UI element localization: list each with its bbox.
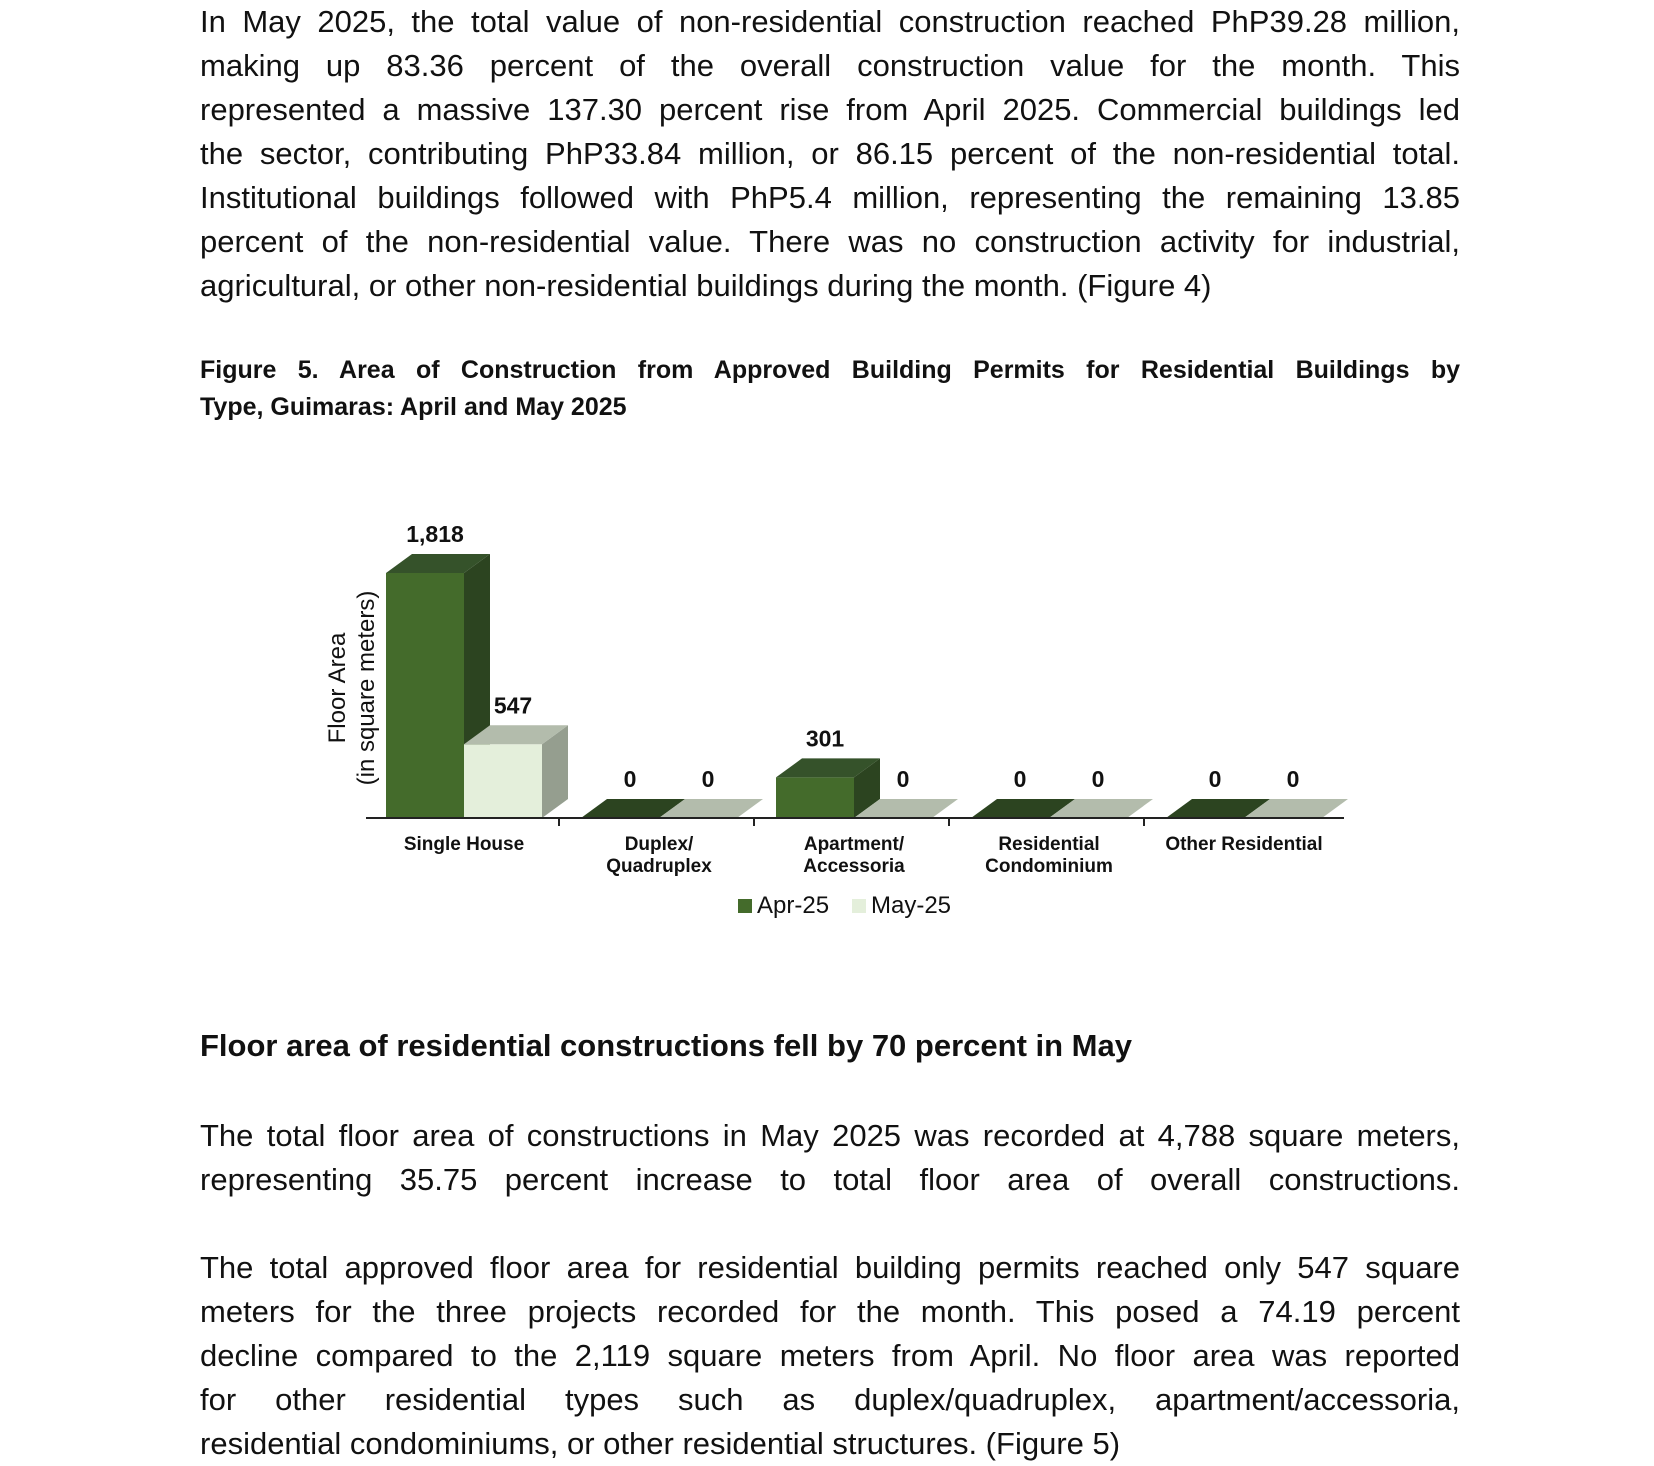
text-line: the sector, contributing PhP33.84 million, or 86.15 percent of the non-residential total. — [200, 136, 1460, 171]
data-label: 0 — [1091, 766, 1105, 792]
section-heading: Floor area of residential constructions fell by 70 percent in May — [200, 1028, 1132, 1063]
legend-label: Apr-25 — [757, 892, 830, 919]
data-label: 547 — [493, 692, 533, 719]
text-line: agricultural, or other non-residential buildings during the month. (Figure 4) — [200, 268, 1212, 303]
paragraph-total-floor-area — [200, 1114, 1460, 1202]
category-label: Duplex/ — [624, 834, 694, 855]
category-label: Condominium — [985, 856, 1113, 877]
x-axis-ticks — [559, 818, 1144, 826]
text-line: representing 35.75 percent increase to total floor area of overall constructions. — [200, 1162, 1460, 1197]
text-line: residential condominiums, or other residential structures. (Figure 5) — [200, 1426, 1121, 1461]
paragraph-residential-floor-area — [200, 1246, 1460, 1466]
data-label: 0 — [1013, 766, 1027, 792]
data-label: 301 — [805, 725, 845, 752]
bar — [386, 573, 464, 818]
text-line: In May 2025, the total value of non-residential construction reached PhP39.28 million, — [200, 4, 1460, 39]
category-label: Accessoria — [803, 856, 905, 877]
legend-swatch — [738, 899, 752, 913]
category-label: Apartment/ — [803, 834, 905, 855]
bar — [464, 744, 542, 818]
y-axis-label-line-2: (in square meters) — [353, 590, 380, 786]
category-label: Other Residential — [1165, 834, 1323, 855]
data-label: 0 — [896, 766, 910, 792]
legend-label: May-25 — [871, 892, 952, 919]
category-label: Quadruplex — [606, 856, 712, 877]
text-line: for other residential types such as duplex/quadruplex, apartment/accessoria, — [200, 1382, 1460, 1417]
y-axis-label-line-1: Floor Area — [324, 632, 351, 744]
data-label: 0 — [1208, 766, 1222, 792]
text-line: The total approved floor area for residential building permits reached only 547 square — [200, 1250, 1460, 1285]
text-line: represented a massive 137.30 percent rise from April 2025. Commercial buildings led — [200, 92, 1460, 127]
category-label: Single House — [403, 834, 525, 855]
text-line: percent of the non-residential value. There was no construction activity for industrial, — [200, 224, 1460, 259]
text-line: making up 83.36 percent of the overall construction value for the month. This — [200, 48, 1460, 83]
caption-line: Type, Guimaras: April and May 2025 — [200, 393, 627, 421]
chart-category-labels — [404, 834, 1323, 877]
text-line: decline compared to the 2,119 square meters from April. No floor area was reported — [200, 1338, 1460, 1373]
caption-line: Figure 5. Area of Construction from Approved Building Permits for Residential Buildings by — [200, 356, 1460, 384]
text-line: Institutional buildings followed with PhP5.4 million, representing the remaining 13.85 — [200, 180, 1460, 215]
text-line: The total floor area of constructions in May 2025 was recorded at 4,788 square meters, — [200, 1118, 1460, 1153]
data-label: 1,818 — [406, 521, 464, 547]
chart-legend — [738, 892, 951, 919]
bar — [776, 777, 854, 818]
text-line: meters for the three projects recorded for the month. This posed a 74.19 percent — [200, 1294, 1460, 1329]
legend-swatch — [852, 899, 866, 913]
data-label: 0 — [701, 766, 715, 792]
data-label: 0 — [623, 766, 637, 792]
chart-bars — [386, 554, 1348, 818]
category-label: Residential — [998, 834, 1100, 855]
data-label: 0 — [1286, 766, 1300, 792]
